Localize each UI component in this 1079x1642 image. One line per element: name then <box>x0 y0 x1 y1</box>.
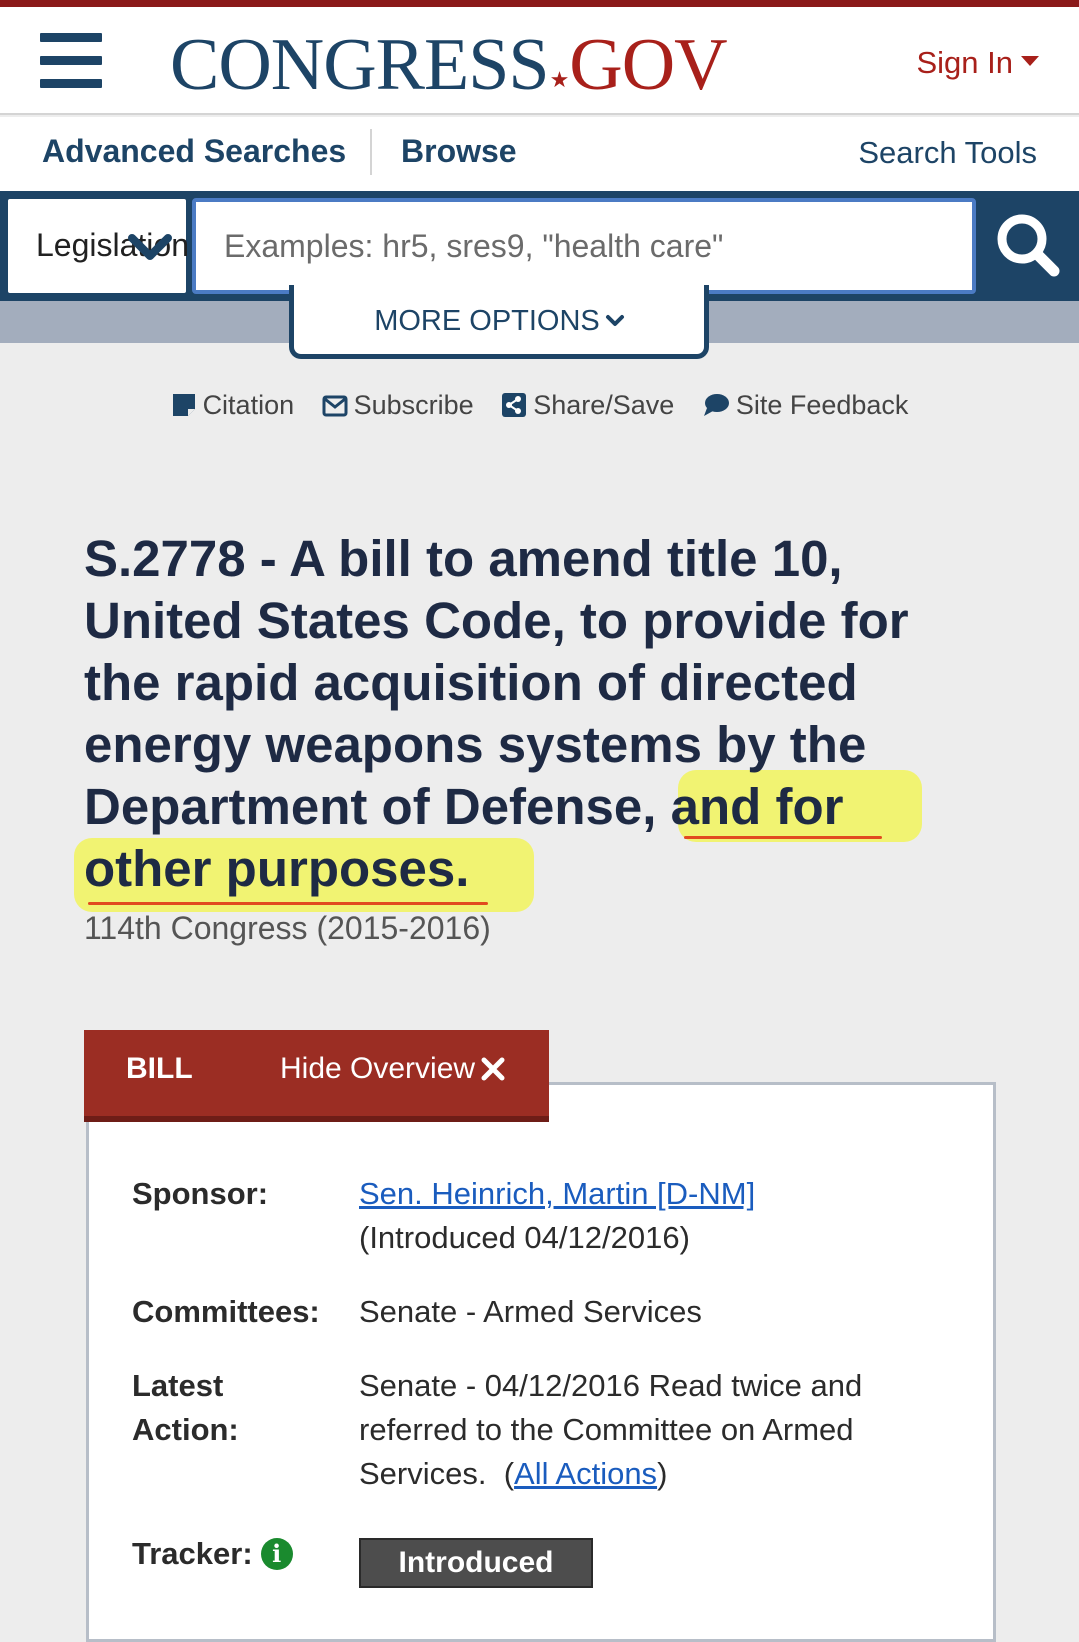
bill-title-main: S.2778 - A bill to amend title 10, United States Code, to provide for the rapid acquisition of directed energy weapons systems by the Department of Defense, <box>84 530 909 835</box>
search-button[interactable] <box>988 205 1070 287</box>
committees-label: Committees: <box>132 1294 320 1329</box>
overview-tab-bar <box>84 1030 549 1122</box>
page-tools <box>0 390 1079 421</box>
sponsor-link[interactable]: Sen. Heinrich, Martin [D-NM] <box>359 1176 756 1211</box>
sponsor-label: Sponsor: <box>132 1176 269 1211</box>
search-tools-link[interactable]: Search Tools <box>858 135 1037 170</box>
bill-title <box>84 528 964 900</box>
site-feedback-button[interactable]: Site Feedback <box>702 390 909 421</box>
share-icon <box>501 392 527 418</box>
subscribe-button[interactable]: Subscribe <box>322 390 474 421</box>
more-options-button[interactable]: MORE OPTIONS <box>289 285 709 359</box>
nav-divider <box>370 129 372 175</box>
chevron-down-icon <box>606 315 624 327</box>
share-save-button[interactable]: Share/Save <box>501 390 674 421</box>
close-icon <box>481 1057 505 1081</box>
underline-mark <box>88 902 488 905</box>
advanced-searches-link[interactable]: Advanced Searches <box>42 133 347 169</box>
site-header <box>0 7 1079 115</box>
tracker-status-badge: Introduced <box>359 1538 593 1588</box>
introduced-date: (Introduced 04/12/2016) <box>359 1220 690 1255</box>
menu-icon[interactable] <box>40 33 102 89</box>
collection-select[interactable] <box>8 199 189 293</box>
congress-gov-logo[interactable]: CONGRESS★GOV <box>170 24 727 106</box>
info-icon[interactable]: i <box>261 1538 293 1570</box>
bill-type-tab: BILL <box>126 1052 193 1085</box>
search-icon <box>988 205 1070 287</box>
sign-in-button[interactable]: Sign In <box>916 45 1039 81</box>
chevron-down-icon <box>128 233 172 263</box>
committees-value: Senate - Armed Services <box>359 1294 702 1329</box>
speech-bubble-icon <box>702 392 730 418</box>
sponsor-value <box>359 1172 755 1260</box>
browse-link[interactable]: Browse <box>401 133 517 169</box>
bill-title-highlighted: and for other purposes. <box>84 778 844 897</box>
congress-session: 114th Congress (2015-2016) <box>84 910 491 946</box>
collection-select-value: Legislation <box>36 227 189 263</box>
citation-icon <box>171 392 197 418</box>
top-accent-line <box>0 0 1079 7</box>
logo-star-icon: ★ <box>549 67 569 92</box>
search-input[interactable] <box>192 198 976 294</box>
secondary-nav <box>0 117 1079 191</box>
latest-action-value: Senate - 04/12/2016 Read twice and referred to the Committee on Armed Services. (All Actions) <box>359 1368 863 1491</box>
hide-overview-button[interactable]: Hide Overview <box>280 1052 505 1086</box>
tracker-label: Tracker: i <box>132 1532 293 1576</box>
latest-action-label: Latest Action: <box>132 1368 239 1447</box>
all-actions-link[interactable]: All Actions <box>514 1456 658 1491</box>
envelope-icon <box>322 394 348 418</box>
citation-button[interactable]: Citation <box>171 390 295 421</box>
caret-down-icon <box>1021 56 1039 66</box>
